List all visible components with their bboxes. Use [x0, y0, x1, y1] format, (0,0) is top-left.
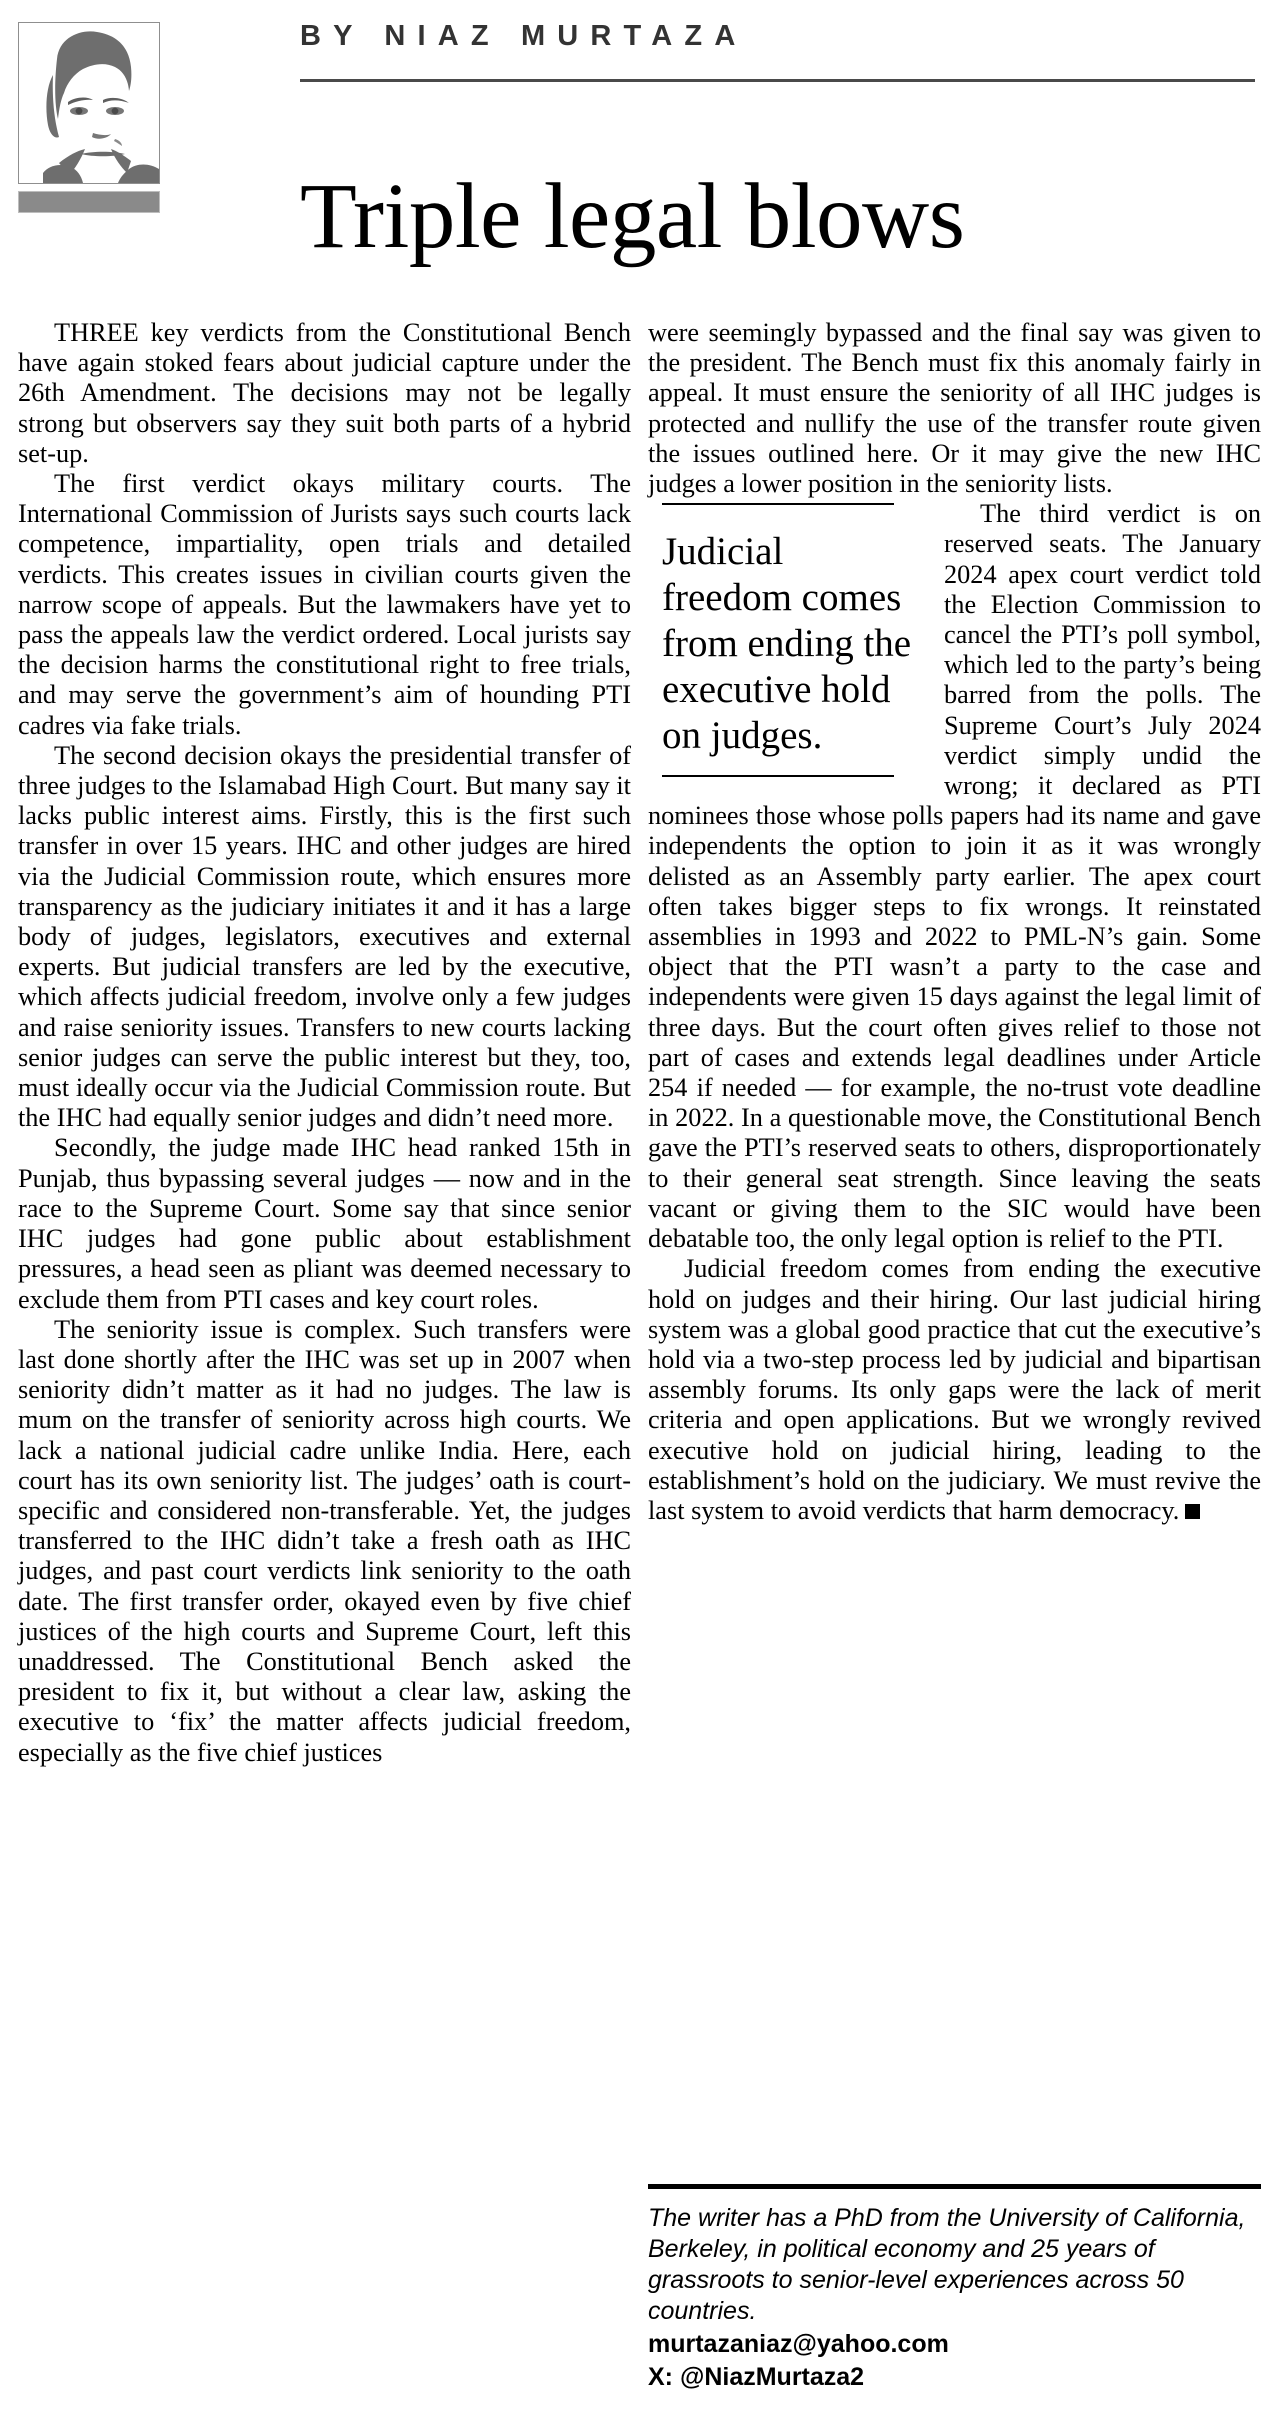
article-masthead: [0, 0, 1281, 318]
portrait-accent-bar: [18, 191, 160, 213]
column-right: [648, 318, 1261, 1526]
paragraph: THREE key verdicts from the Constitutional Bench have again stoked fears about judicial capture under the 26th Amendment. The decisions may not be legally strong but observers say they suit both parts of a hybrid set-up.: [18, 318, 631, 468]
paragraph: The second decision okays the presidential transfer of three judges to the Islamabad High Court. But many say it lacks public interest aims. Firstly, this is the first such transfer in over 15 years. IHC and other judges are hired via the Judicial Commission route, which ensures more transparency as the judiciary initiates it and it has a large body of judges, legislators, executives and external experts. But judicial transfers are led by the executive, which affects judicial freedom, involve only a few judges and raise seniority issues. Transfers to new courts lacking senior judges can serve the public interest but they, too, must ideally occur via the Judicial Commission route. But the IHC had equally senior judges and didn’t need more.: [18, 740, 631, 1133]
pull-quote-text: Judicial freedom comes from ending the executive hold on judges.: [662, 530, 912, 758]
pull-quote: [648, 503, 918, 777]
author-social-handle[interactable]: X: @NiazMurtaza2: [648, 2363, 865, 2391]
column-left: [18, 318, 631, 1768]
author-bio-text: The writer has a PhD from the University of California, Berkeley, in political economy and 25 years of grassroots to senior-level experiences across 50 countries.: [648, 2204, 1246, 2325]
author-portrait-image: [19, 23, 159, 183]
article-headline: Triple legal blows: [300, 165, 965, 269]
byline-divider: [300, 79, 1255, 82]
paragraph: Secondly, the judge made IHC head ranked 15th in Punjab, thus bypassing several judges — now and in the race to the Supreme Court. Some say that since senior IHC judges had gone public about establishment pressures, a head seen as pliant was deemed necessary to exclude them from PTI cases and key court roles.: [18, 1133, 631, 1314]
author-email[interactable]: murtazaniaz@yahoo.com: [648, 2330, 949, 2358]
byline-wrap: [300, 22, 1255, 82]
bio-divider: [648, 2184, 1261, 2189]
paragraph-text: Judicial freedom comes from ending the executive hold on judges and their hiring. Our last judicial hiring system was a global good practice that cut the executive’s hold via a two-step process led by judicial and bipartisan assembly forums. Its only gaps were the lack of merit criteria and open applications. But we wrongly revived executive hold on judicial hiring, leading to the establishment’s hold on the judiciary. We must revive the last system to avoid verdicts that harm democracy.: [648, 1254, 1261, 1525]
paragraph: were seemingly bypassed and the final say was given to the president. The Bench must fix this anomaly fairly in appeal. It must ensure the seniority of all IHC judges is protected and nullify the use of the transfer route given the issues outlined here. Or it may give the new IHC judges a lower position in the seniority lists.: [648, 318, 1261, 499]
author-bio-box: [648, 2184, 1261, 2393]
pull-quote-rule-top: [662, 503, 894, 505]
paragraph: The first verdict okays military courts. The International Commission of Jurists says such courts lack competence, impartiality, open trials and detailed verdicts. This creates issues in civilian courts given the narrow scope of appeals. But the lawmakers have yet to pass the appeals law the verdict ordered. Local jurists say the decision harms the constitutional right to free trials, and may serve the government’s aim of hounding PTI cadres via fake trials.: [18, 469, 631, 740]
paragraph-final: [648, 1254, 1261, 1526]
author-portrait-block: [18, 22, 160, 213]
paragraph: The third verdict is on reserved seats. The January 2024 apex court verdict told the Election Commission to cancel the PTI’s poll symbol, which led to the party’s being barred from the polls. The Supreme Court’s July 2024 verdict simply undid the wrong; it declared as PTI nominees those whose polls papers had its name and gave independents the option to join it as it was wrongly delisted as an Assembly party earlier. The apex court often takes bigger steps to fix wrongs. It reinstated assemblies in 1993 and 2022 to PML-N’s gain. Some object that the PTI wasn’t a party to the case and independents were given 15 days against the legal limit of three days. But the court often gives relief to those not part of cases and extends legal deadlines under Article 254 if needed — for example, the no-trust vote deadline in 2022. In a questionable move, the Constitutional Bench gave the PTI’s reserved seats to others, disproportionately to their general seat strength. Since leaving the seats vacant or giving them to the SIC would have been debatable too, the only legal option is relief to the PTI.: [648, 499, 1261, 1254]
author-portrait-frame: [18, 22, 160, 184]
pull-quote-rule-bottom: [662, 775, 894, 777]
byline: BY NIAZ MURTAZA: [300, 20, 748, 52]
paragraph: The seniority issue is complex. Such transfers were last done shortly after the IHC was set up in 2007 when seniority didn’t matter as it had no judges. The law is mum on the transfer of seniority across high courts. We lack a national judicial cadre unlike India. Here, each court has its own seniority list. The judges’ oath is court-specific and considered non-transferable. Yet, the judges transferred to the IHC didn’t take a fresh oath as IHC judges, and past court verdicts link seniority to the oath date. The first transfer order, okayed even by five chief justices of the high courts and Supreme Court, left this unaddressed. The Constitutional Bench asked the president to fix it, but without a clear law, asking the executive to ‘fix’ the matter affects judicial freedom, especially as the five chief justices: [18, 1314, 631, 1767]
end-of-article-mark: [1185, 1504, 1200, 1519]
